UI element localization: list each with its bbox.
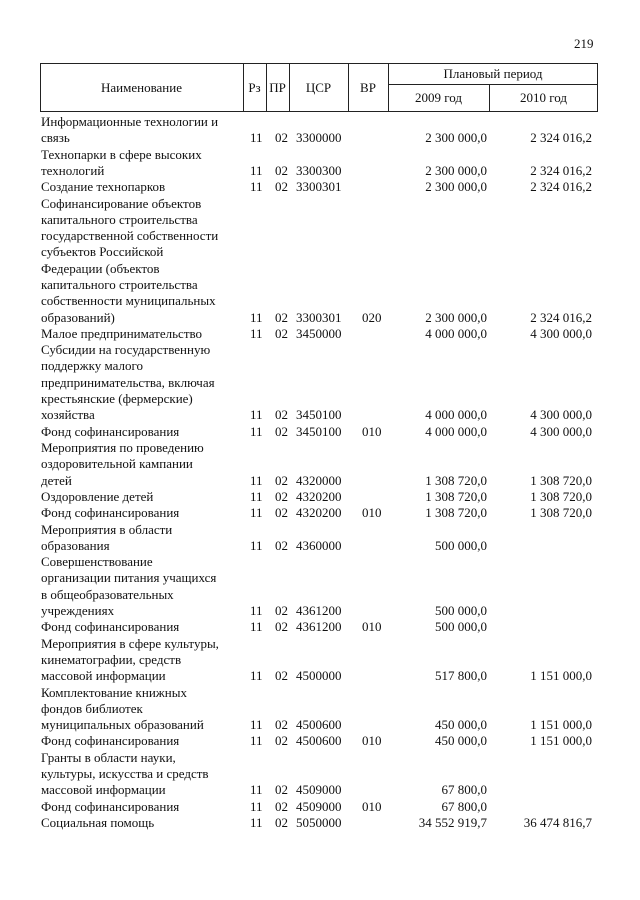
row-2010: 1 151 000,0 <box>530 717 592 733</box>
row-name: Комплектование книжных фондов библиотек муниципальных образований <box>41 684 204 733</box>
row-csr: 3450000 <box>296 325 342 341</box>
table-row <box>0 522 640 555</box>
row-2009: 1 308 720,0 <box>425 505 487 521</box>
table-row <box>0 342 640 424</box>
header-name: Наименование <box>101 79 182 95</box>
row-rz: 11 <box>250 162 263 178</box>
table-row <box>0 815 640 831</box>
table-row <box>0 424 640 440</box>
table-row <box>0 196 640 326</box>
row-2010: 2 324 016,2 <box>530 162 592 178</box>
row-name: Совершенствование организации питания учащихся в общеобразовательных учреждениях <box>41 554 217 618</box>
row-csr: 4361200 <box>296 619 342 635</box>
row-rz: 11 <box>250 407 263 423</box>
row-csr: 4320200 <box>296 488 342 504</box>
row-2010: 4 300 000,0 <box>530 407 592 423</box>
row-name: Фонд софинансирования <box>41 733 180 749</box>
row-vr: 010 <box>362 798 382 814</box>
row-name: Малое предпринимательство <box>41 325 203 341</box>
table-row <box>0 733 640 749</box>
row-vr: 010 <box>362 505 382 521</box>
table-row <box>0 750 640 799</box>
row-rz: 11 <box>250 782 263 798</box>
row-rz: 11 <box>250 619 263 635</box>
row-name: Фонд софинансирования <box>41 505 180 521</box>
table-row <box>0 799 640 815</box>
row-2010: 1 308 720,0 <box>530 488 592 504</box>
row-name: Софинансирование объектов капитального строительства государственной собственности субъектов Российской Федерации (объектов капитального строительства собственности муниципальных образований) <box>41 195 219 325</box>
row-pr: 02 <box>275 407 288 423</box>
row-csr: 4320200 <box>296 505 342 521</box>
table-row <box>0 619 640 635</box>
row-2009: 500 000,0 <box>435 619 487 635</box>
row-csr: 4361200 <box>296 602 342 618</box>
row-pr: 02 <box>275 325 288 341</box>
row-2010: 2 324 016,2 <box>530 179 592 195</box>
row-2010: 1 151 000,0 <box>530 668 592 684</box>
row-pr: 02 <box>275 130 288 146</box>
table-row <box>0 489 640 505</box>
row-csr: 3300300 <box>296 162 342 178</box>
row-csr: 3300301 <box>296 309 342 325</box>
row-name: Информационные технологии и связь <box>41 114 219 146</box>
row-rz: 11 <box>250 798 263 814</box>
header-rz: Рз <box>248 79 261 95</box>
row-2009: 500 000,0 <box>435 602 487 618</box>
row-2010: 1 151 000,0 <box>530 733 592 749</box>
row-pr: 02 <box>275 537 288 553</box>
table-row <box>0 685 640 734</box>
table-row <box>0 179 640 195</box>
table-row <box>0 554 640 619</box>
row-2009: 4 000 000,0 <box>425 407 487 423</box>
row-pr: 02 <box>275 798 288 814</box>
row-csr: 4320000 <box>296 472 342 488</box>
header-pr: ПР <box>269 79 286 95</box>
row-pr: 02 <box>275 717 288 733</box>
row-csr: 4500600 <box>296 733 342 749</box>
row-name: Фонд софинансирования <box>41 798 180 814</box>
row-rz: 11 <box>250 325 263 341</box>
row-2009: 1 308 720,0 <box>425 488 487 504</box>
header-2010: 2010 год <box>520 90 567 105</box>
header-period: Плановый период <box>443 65 543 81</box>
row-csr: 4509000 <box>296 782 342 798</box>
row-2009: 1 308 720,0 <box>425 472 487 488</box>
row-name: Фонд софинансирования <box>41 423 180 439</box>
row-name: Создание технопарков <box>41 179 166 195</box>
row-2009: 67 800,0 <box>441 782 487 798</box>
row-name: Гранты в области науки, культуры, искусства и средств массовой информации <box>41 749 209 798</box>
row-2010: 1 308 720,0 <box>530 505 592 521</box>
row-pr: 02 <box>275 309 288 325</box>
row-name: Технопарки в сфере высоких технологий <box>41 146 202 178</box>
row-2010: 4 300 000,0 <box>530 325 592 341</box>
row-name: Социальная помощь <box>41 814 155 830</box>
row-vr: 010 <box>362 619 382 635</box>
row-pr: 02 <box>275 488 288 504</box>
row-name: Мероприятия в сфере культуры, кинематографии, средств массовой информации <box>41 635 219 684</box>
row-2010: 1 308 720,0 <box>530 472 592 488</box>
row-pr: 02 <box>275 162 288 178</box>
row-2009: 2 300 000,0 <box>425 179 487 195</box>
table-row <box>0 440 640 489</box>
row-pr: 02 <box>275 814 288 830</box>
row-2010: 4 300 000,0 <box>530 423 592 439</box>
row-rz: 11 <box>250 488 263 504</box>
row-pr: 02 <box>275 668 288 684</box>
row-pr: 02 <box>275 782 288 798</box>
page-number: 219 <box>574 36 594 51</box>
row-pr: 02 <box>275 505 288 521</box>
row-2009: 2 300 000,0 <box>425 130 487 146</box>
row-2010: 2 324 016,2 <box>530 309 592 325</box>
row-2009: 500 000,0 <box>435 537 487 553</box>
row-2009: 450 000,0 <box>435 733 487 749</box>
row-pr: 02 <box>275 619 288 635</box>
row-rz: 11 <box>250 472 263 488</box>
row-rz: 11 <box>250 602 263 618</box>
row-csr: 4360000 <box>296 537 342 553</box>
row-pr: 02 <box>275 423 288 439</box>
header-2009: 2009 год <box>415 90 462 105</box>
row-csr: 3450100 <box>296 407 342 423</box>
row-2009: 2 300 000,0 <box>425 309 487 325</box>
row-2009: 4 000 000,0 <box>425 423 487 439</box>
row-2009: 67 800,0 <box>441 798 487 814</box>
row-vr: 010 <box>362 733 382 749</box>
row-2010: 36 474 816,7 <box>523 814 592 830</box>
table-row <box>0 636 640 685</box>
table-row <box>0 147 640 180</box>
row-2009: 517 800,0 <box>435 668 487 684</box>
row-rz: 11 <box>250 814 263 830</box>
table-row <box>0 505 640 521</box>
header-vr: ВР <box>360 79 376 95</box>
row-rz: 11 <box>250 130 263 146</box>
row-name: Оздоровление детей <box>41 488 154 504</box>
row-rz: 11 <box>250 179 263 195</box>
row-pr: 02 <box>275 602 288 618</box>
table-row <box>0 326 640 342</box>
row-name: Мероприятия в области образования <box>41 521 173 553</box>
row-2009: 450 000,0 <box>435 717 487 733</box>
row-name: Субсидии на государственную поддержку малого предпринимательства, включая крестьянские (фермерские) хозяйства <box>41 342 215 423</box>
row-2009: 4 000 000,0 <box>425 325 487 341</box>
row-2009: 2 300 000,0 <box>425 162 487 178</box>
row-rz: 11 <box>250 537 263 553</box>
row-csr: 4509000 <box>296 798 342 814</box>
row-csr: 3300301 <box>296 179 342 195</box>
row-pr: 02 <box>275 179 288 195</box>
row-name: Мероприятия по проведению оздоровительной кампании детей <box>41 440 204 488</box>
row-rz: 11 <box>250 505 263 521</box>
row-rz: 11 <box>250 423 263 439</box>
row-rz: 11 <box>250 733 263 749</box>
table-row <box>0 114 640 147</box>
row-vr: 020 <box>362 309 382 325</box>
row-csr: 4500600 <box>296 717 342 733</box>
row-rz: 11 <box>250 309 263 325</box>
row-csr: 3450100 <box>296 423 342 439</box>
row-vr: 010 <box>362 423 382 439</box>
row-name: Фонд софинансирования <box>41 619 180 635</box>
row-pr: 02 <box>275 472 288 488</box>
row-rz: 11 <box>250 668 263 684</box>
row-2010: 2 324 016,2 <box>530 130 592 146</box>
row-rz: 11 <box>250 717 263 733</box>
row-csr: 5050000 <box>296 814 342 830</box>
row-pr: 02 <box>275 733 288 749</box>
row-csr: 3300000 <box>296 130 342 146</box>
header-csr: ЦСР <box>305 79 332 95</box>
row-2009: 34 552 919,7 <box>418 814 487 830</box>
row-csr: 4500000 <box>296 668 342 684</box>
